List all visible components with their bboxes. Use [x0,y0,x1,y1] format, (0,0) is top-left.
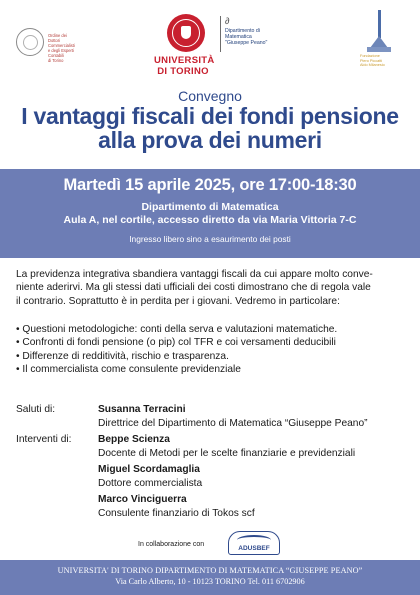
speaker-name: Miguel Scordamaglia [98,464,200,475]
footer-address: Via Carlo Alberto, 10 - 10123 TORINO Tel. 011 6702906 [115,577,305,586]
event-department: Dipartimento di Matematica [141,201,279,213]
odcec-emblem-icon [16,28,44,56]
greetings-speaker-name: Susanna Terracini [98,404,186,415]
adusbef-logo [228,531,280,555]
foundation-logo [358,10,404,76]
footer-band [0,560,420,595]
foundation-text-line: Piero Piccatti [360,58,383,63]
topics-list [16,323,406,377]
event-location: Aula A, nel cortile, accesso diretto da via Maria Vittoria 7-C [63,214,357,226]
footer-institution: UNIVERSITA' DI TORINO DIPARTIMENTO DI MATEMATICA “GIUSEPPE PEANO” [57,566,363,575]
department-logo [220,16,298,56]
department-text-line: "Giuseppe Peano" [225,40,268,46]
logo-divider [220,16,221,52]
intro-line: La previdenza integrativa sbandiera vantaggi fiscali da cui appare molto conve- [16,269,373,280]
mole-spire-icon [378,10,381,38]
intro-line: il contrario. Soprattutto è in perdita per i giovani. Vedremo in particolare: [16,295,340,307]
foundation-text-line: Aldo Milanesio [360,63,385,67]
event-title [0,104,420,152]
foundation-text-line: Fondazione [360,54,380,58]
topic-item: • Questioni metodologiche: conti della serva e valutazioni matematiche. [16,323,406,336]
topic-item: • Differenze di redditività, rischio e trasparenza. [16,350,406,363]
speaker-role: Docente di Metodi per le scelte finanziarie e previdenziali [98,448,356,459]
event-date: Martedì 15 aprile 2025, ore 17:00-18:30 [63,176,357,194]
adusbef-logo-text: ADUSBEF [238,545,270,552]
odcec-text-line: e degli Esperti Contabili [48,48,74,58]
talks-label: Interventi di: [16,434,72,445]
greetings-label: Saluti di: [16,404,56,415]
event-info-band [0,169,420,258]
unito-name-line1: UNIVERSITÀ [154,55,215,66]
odcec-text-line: Ordine dei [48,33,67,38]
topic-item: • Confronti di fondi pensione (o pip) col TFR e coi versamenti deducibili [16,336,406,349]
collaboration-label: In collaborazione con [138,541,205,548]
event-title-line2: alla prova dei numeri [98,127,322,153]
event-label: Convegno [178,88,242,104]
odcec-logo [16,28,88,68]
odcec-text-line: Dottori Commercialisti [48,38,75,48]
unito-name-line2: DI TORINO [157,66,209,77]
intro-paragraph [16,268,406,308]
greetings-speaker-role: Direttrice del Dipartimento di Matematica “Giuseppe Peano” [98,418,368,429]
department-text-line: Matematica [225,34,252,40]
partial-derivative-icon: ∂ [225,16,230,26]
odcec-text-line: di Torino [48,58,64,63]
speaker-name: Marco Vinciguerra [98,494,187,505]
speaker-name: Beppe Scienza [98,434,170,445]
unito-seal-icon [167,14,205,52]
speaker-role: Dottore commercialista [98,478,203,489]
event-title-line1: I vantaggi fiscali dei fondi pensione [21,103,399,129]
speaker-role: Consulente finanziario di Tokos scf [98,508,255,519]
unito-logo [154,14,215,77]
department-text-line: Dipartimento di [225,28,260,34]
topic-item: • Il commercialista come consulente previdenziale [16,363,406,376]
event-entry-note: Ingresso libero sino a esaurimento dei posti [129,234,291,244]
mole-base-icon [367,47,391,52]
intro-line: niente aderirvi. Ma gli stessi dati ufficiali dei costi dimostrano che di regola vale [16,282,371,294]
